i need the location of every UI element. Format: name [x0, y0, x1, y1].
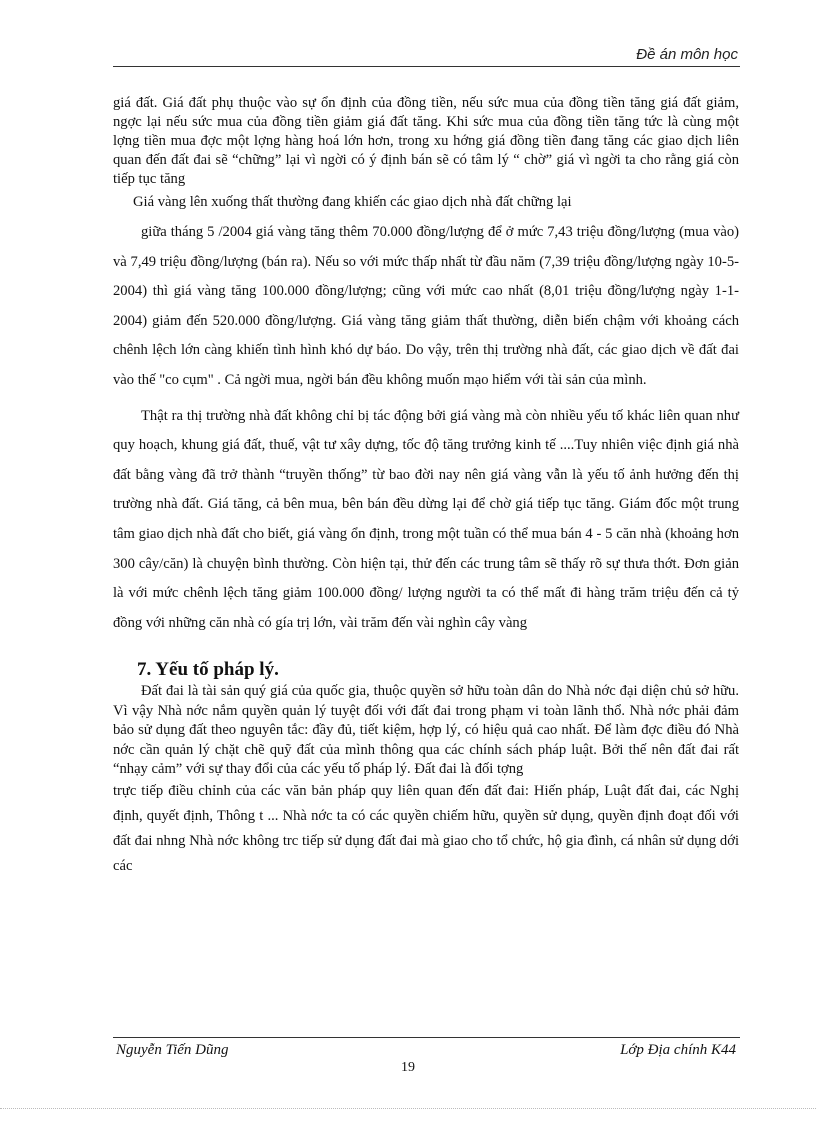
paragraph-currency-value: giá đất. Giá đất phụ thuộc vào sự ổn định của đồng tiền, nếu sức mua của đồng tiền tăng giá đất giảm, ngợc lại nếu sức mua của đồng tiền giảm giá đất tăng. Khi sức mua của đồng tiền tăng tức là cùng một lợng tiền mua đợc một lợng hàng hoá lớn hơn, trong xu hớng giá đồng tiền đang tăng các giao dịch liên quan đến đất đai sẽ “chững” lại vì ngời có ý định bán sẽ có tâm lý “ chờ” giá vì ngời ta cho rằng giá còn tiếp tục tăng — [113, 95, 739, 187]
paragraph-market-factors: Thật ra thị trường nhà đất không chỉ bị tác động bởi giá vàng mà còn nhiều yếu tố khác liên quan như quy hoạch, khung giá đất, thuế, vật tư xây dựng, tốc độ tăng trưởng kinh tế ....Tuy nhiên việc định giá nhà đất bằng vàng đã trở thành “truyền thống” từ bao đời nay nên giá vàng vẫn là yếu tố ảnh hưởng đến thị trường nhà đất. Giá tăng, cả bên mua, bên bán đều dừng lại để chờ giá tiếp tục tăng. Giám đốc một trung tâm giao dịch nhà đất cho biết, giá vàng ổn định, trong một tuần có thể mua bán 4 - 5 căn nhà (khoảng hơn 300 cây/căn) là chuyện bình thường. Còn hiện tại, thử đến các trung tâm sẽ thấy rõ sự thưa thớt. Đơn giản là với mức chênh lệch tăng giảm 100.000 đồng/ lượng người ta có thể mất đi hàng trăm triệu đến cả tỷ đồng với những căn nhà có gía trị lớn, vài trăm đến vài nghìn cây vàng — [113, 407, 739, 631]
header-divider — [113, 66, 740, 67]
page-edge-divider — [0, 1108, 816, 1109]
paragraph-legal-factors-continued: trực tiếp điều chỉnh của các văn bản pháp quy liên quan đến đất đai: Hiến pháp, Luật đất đai, các Nghị định, quyết định, Thông t ... Nhà nớc ta có các quyền chiếm hữu, quyền sử dụng, quyền định đoạt đối với đất đai nhng Nhà nớc không trc tiếp sử dụng đất đai mà giao cho tổ chức, hộ gia đình, cá nhân sử dụng dới các — [113, 783, 739, 875]
document-body — [113, 94, 739, 879]
section-heading-legal-factors: 7. Yếu tố pháp lý. — [137, 659, 279, 681]
footer-author: Nguyễn Tiến Dũng — [116, 1042, 229, 1058]
header-title: Đề án môn học — [636, 46, 738, 63]
paragraph-gold-price-lead: Giá vàng lên xuống thất thường đang khiến các giao dịch nhà đất chững lại — [133, 194, 572, 210]
footer-divider — [113, 1037, 740, 1038]
page-number: 19 — [401, 1060, 415, 1075]
paragraph-gold-price-may-2004: giữa tháng 5 /2004 giá vàng tăng thêm 70.000 đồng/lượng để ở mức 7,43 triệu đồng/lượng (mua vào) và 7,49 triệu đồng/lượng (bán ra). Nếu so với mức thấp nhất từ đầu năm (7,39 triệu đồng/lượng ngày 10-5-2004) thì giá vàng tăng 100.000 đồng/lượng; cũng với mức cao nhất (8,01 triệu đồng/lượng ngày 1-1-2004) giảm đến 520.000 đồng/lượng. Giá vàng tăng giảm thất thường, diễn biến chậm với khoảng cách chênh lệch lớn càng khiến tình hình khó dự báo. Do vậy, trên thị trường nhà đất, các giao dịch về đất đai vào thế "co cụm" . Cả ngời mua, ngời bán đều không muốn mạo hiểm với tài sản của mình. — [113, 224, 739, 388]
footer-class-name: Lớp Địa chính K44 — [620, 1042, 736, 1058]
paragraph-legal-factors: Đất đai là tài sản quý giá của quốc gia, thuộc quyền sở hữu toàn dân do Nhà nớc đại diện chủ sở hữu. Vì vậy Nhà nớc nắm quyền quản lý tuyệt đối với đất đai trong phạm vi toàn lãnh thổ. Nhà nớc phải đảm bảo sử dụng đất theo nguyên tắc: đầy đủ, tiết kiệm, hợp lý, có hiệu quả cao nhất. Để làm đợc điều đó Nhà nớc cần quản lý chặt chẽ quỹ đất của mình thông qua các chính sách pháp luật. Bởi thế nên đất đai rất “nhạy cảm” với sự thay đổi của các yếu tố pháp lý. Đất đai là đối tợng — [113, 683, 739, 777]
